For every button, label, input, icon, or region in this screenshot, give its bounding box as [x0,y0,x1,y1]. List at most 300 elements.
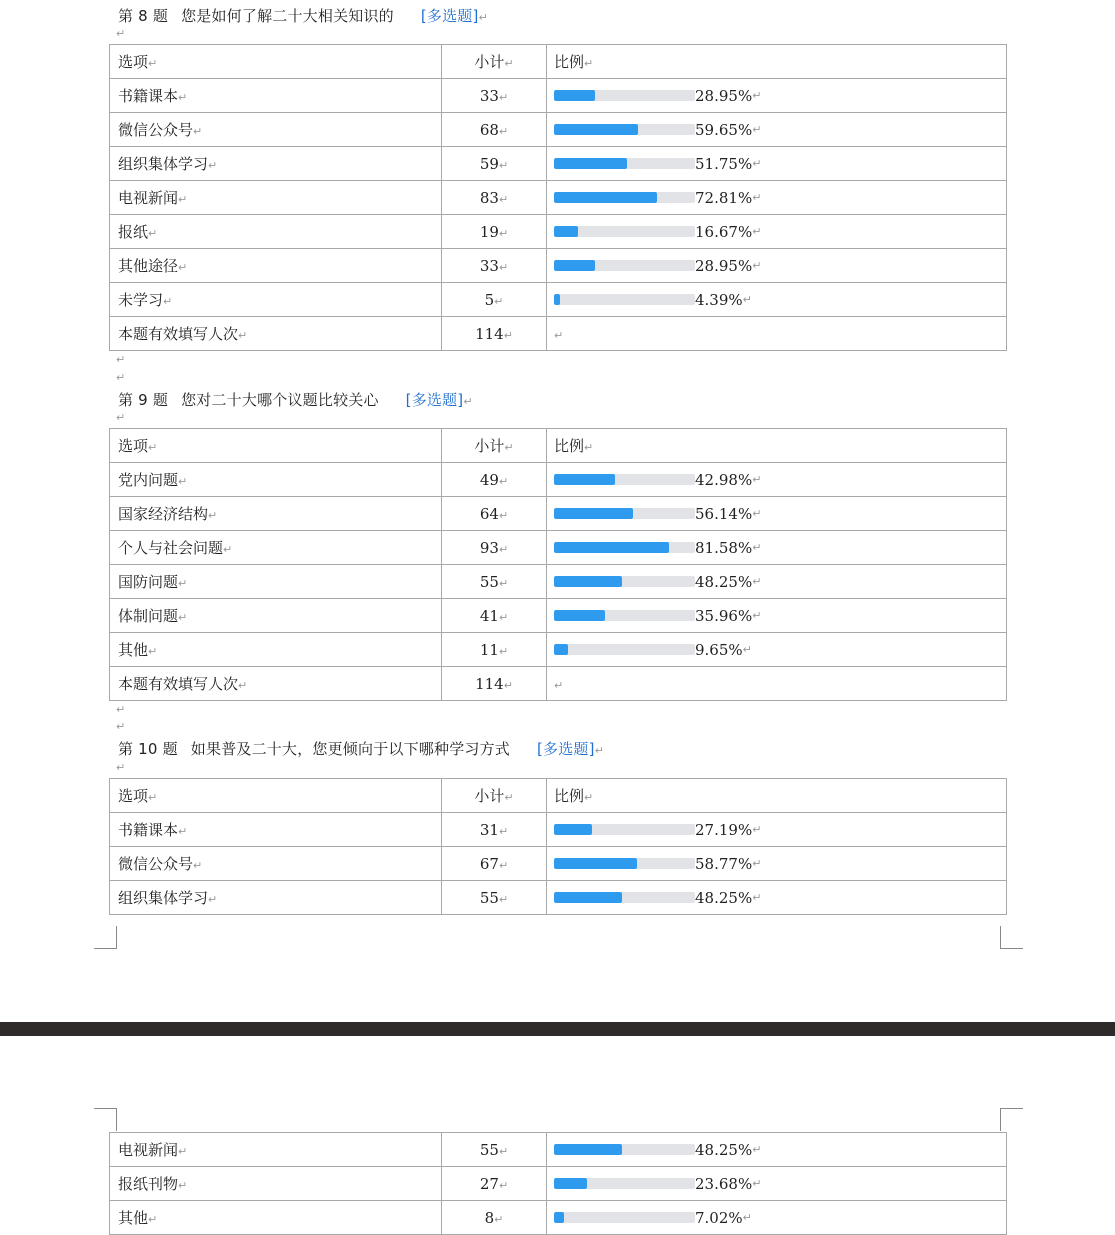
option-cell [110,847,442,881]
percent-value: 23.68% [695,1174,753,1193]
table-row [110,283,1007,317]
progress-bar-fill [554,294,560,305]
question-10-title [118,738,604,759]
option-cell [110,565,442,599]
ratio-cell [547,147,1007,181]
total-label-cell [110,317,442,351]
question-10-table-continued [109,1132,1007,1235]
percent-value: 28.95% [695,256,753,275]
option-label: 组织集体学习 [118,889,209,907]
progress-bar-fill [554,158,627,169]
progress-bar [554,644,695,655]
paragraph-mark: ↵ [498,644,509,658]
question-type-tag: [多选题] [536,740,595,758]
count-value: 5 [484,290,495,309]
progress-bar [554,260,695,271]
paragraph-mark: ↵ [223,543,233,556]
percent-value: 16.67% [695,222,753,241]
paragraph-mark: ↵ [178,611,188,624]
paragraph-mark: ↵ [178,261,188,274]
count-value: 93 [479,538,499,557]
question-8-title [118,5,488,26]
option-cell [110,813,442,847]
paragraph-mark: ↵ [752,89,762,102]
paragraph-mark: ↵ [494,294,504,308]
ratio-wrap [554,505,1006,523]
option-label: 微信公众号 [118,855,194,873]
table-row [110,79,1007,113]
question-number: 第 9 题 [118,391,169,409]
total-count: 114 [475,324,504,343]
ratio-wrap [554,291,1006,309]
question-type-tag: [多选题] [420,7,479,25]
ratio-wrap [554,1141,1006,1159]
count-cell [442,79,547,113]
table-row [110,565,1007,599]
total-count: 114 [475,674,504,693]
paragraph-mark: ↵ [498,226,509,240]
paragraph-mark: ↵ [584,791,594,804]
header-ratio [547,45,1007,79]
ratio-wrap [554,641,1006,659]
count-cell [442,1133,547,1167]
paragraph-mark: ↵ [116,720,126,733]
paragraph-mark: ↵ [498,824,509,838]
paragraph-mark: ↵ [752,225,762,238]
ratio-cell [547,565,1007,599]
percent-value: 59.65% [695,120,753,139]
total-count-cell [442,317,547,351]
count-value: 49 [479,470,499,489]
ratio-cell [547,283,1007,317]
header-option [110,779,442,813]
paragraph-mark: ↵ [498,1144,509,1158]
option-label: 党内问题 [118,471,179,489]
count-value: 11 [479,640,499,659]
count-value: 55 [479,888,499,907]
table-row [110,113,1007,147]
paragraph-mark: ↵ [554,328,564,342]
percent-value: 27.19% [695,820,753,839]
option-cell [110,181,442,215]
option-cell [110,249,442,283]
question-number: 第 10 题 [118,740,178,758]
paragraph-mark: ↵ [584,441,594,454]
progress-bar-fill [554,226,578,237]
table-row [110,599,1007,633]
count-cell [442,847,547,881]
paragraph-mark: ↵ [742,643,752,656]
paragraph-mark: ↵ [178,1179,188,1192]
percent-value: 56.14% [695,504,753,523]
percent-value: 35.96% [695,606,753,625]
table-header-row [110,779,1007,813]
paragraph-mark: ↵ [478,11,488,24]
count-value: 27 [479,1174,499,1193]
header-ratio-label: 比例 [554,787,585,805]
ratio-wrap [554,1209,1006,1227]
header-count-label: 小计 [474,53,505,71]
question-10-table [109,778,1007,915]
count-cell [442,249,547,283]
total-count-cell [442,667,547,701]
percent-value: 81.58% [695,538,753,557]
ratio-wrap [554,189,1006,207]
paragraph-mark: ↵ [752,507,762,520]
count-value: 33 [479,256,499,275]
progress-bar [554,824,695,835]
paragraph-mark: ↵ [503,328,513,342]
percent-value: 58.77% [695,854,753,873]
option-cell [110,531,442,565]
paragraph-mark: ↵ [498,90,509,104]
question-9-title [118,389,473,410]
paragraph-mark: ↵ [752,857,762,870]
table-row [110,813,1007,847]
count-cell [442,881,547,915]
paragraph-mark: ↵ [116,411,126,424]
paragraph-mark: ↵ [116,371,126,384]
progress-bar [554,576,695,587]
ratio-wrap [554,87,1006,105]
question-8-table [109,44,1007,351]
option-label: 报纸 [118,223,149,241]
header-count-label: 小计 [474,787,505,805]
paragraph-mark: ↵ [116,353,126,366]
paragraph-mark: ↵ [498,260,509,274]
ratio-wrap [554,471,1006,489]
paragraph-mark: ↵ [178,1145,188,1158]
table-row [110,633,1007,667]
option-label: 体制问题 [118,607,179,625]
paragraph-mark: ↵ [498,1178,509,1192]
percent-value: 72.81% [695,188,753,207]
header-count-label: 小计 [474,437,505,455]
ratio-wrap [554,1175,1006,1193]
header-ratio-label: 比例 [554,437,585,455]
ratio-cell [547,813,1007,847]
progress-bar [554,226,695,237]
paragraph-mark: ↵ [148,441,158,454]
paragraph-mark: ↵ [163,295,173,308]
header-option [110,429,442,463]
option-cell [110,1133,442,1167]
table-row [110,249,1007,283]
paragraph-mark: ↵ [116,761,126,774]
option-cell [110,463,442,497]
document-page-2 [0,1036,1115,1232]
table-total-row [110,667,1007,701]
count-cell [442,215,547,249]
table-total-row [110,317,1007,351]
ratio-cell [547,599,1007,633]
question-text: 您是如何了解二十大相关知识的 [181,7,394,25]
paragraph-mark: ↵ [504,441,514,454]
progress-bar [554,158,695,169]
count-value: 67 [479,854,499,873]
progress-bar-fill [554,90,595,101]
count-cell [442,1167,547,1201]
ratio-cell [547,633,1007,667]
count-value: 68 [479,120,499,139]
ratio-wrap [554,257,1006,275]
header-count [442,779,547,813]
ratio-wrap [554,539,1006,557]
count-value: 83 [479,188,499,207]
margin-corner-mark [94,926,117,949]
ratio-wrap [554,855,1006,873]
ratio-cell [547,531,1007,565]
paragraph-mark: ↵ [752,191,762,204]
ratio-wrap [554,821,1006,839]
progress-bar-fill [554,644,568,655]
margin-corner-mark [1000,926,1023,949]
ratio-wrap [554,607,1006,625]
total-empty-cell [547,317,1007,351]
paragraph-mark: ↵ [498,542,509,556]
count-value: 55 [479,1140,499,1159]
progress-bar [554,474,695,485]
paragraph-mark: ↵ [148,57,158,70]
count-cell [442,497,547,531]
total-label: 本题有效填写人次 [118,325,239,343]
paragraph-mark: ↵ [148,1213,158,1226]
progress-bar-fill [554,192,657,203]
table-row [110,1133,1007,1167]
progress-bar-fill [554,1144,622,1155]
count-cell [442,813,547,847]
ratio-wrap [554,155,1006,173]
progress-bar-fill [554,824,592,835]
count-cell [442,147,547,181]
option-cell [110,215,442,249]
progress-bar [554,508,695,519]
percent-value: 28.95% [695,86,753,105]
table-row [110,531,1007,565]
paragraph-mark: ↵ [498,124,509,138]
ratio-cell [547,1133,1007,1167]
paragraph-mark: ↵ [742,1211,752,1224]
header-option-label: 选项 [118,787,149,805]
percent-value: 7.02% [695,1208,743,1227]
progress-bar [554,892,695,903]
paragraph-mark: ↵ [752,123,762,136]
table-header-row [110,45,1007,79]
table-header-row [110,429,1007,463]
progress-bar-fill [554,610,605,621]
option-label: 个人与社会问题 [118,539,224,557]
progress-bar-fill [554,124,638,135]
paragraph-mark: ↵ [752,823,762,836]
header-count [442,429,547,463]
ratio-cell [547,249,1007,283]
progress-bar-fill [554,1178,587,1189]
progress-bar [554,1178,695,1189]
ratio-cell [547,181,1007,215]
option-cell [110,147,442,181]
option-label: 书籍课本 [118,87,179,105]
ratio-cell [547,1201,1007,1235]
paragraph-mark: ↵ [498,474,509,488]
ratio-cell [547,79,1007,113]
paragraph-mark: ↵ [503,678,513,692]
table-row [110,147,1007,181]
paragraph-mark: ↵ [208,159,218,172]
progress-bar-fill [554,260,595,271]
paragraph-mark: ↵ [116,703,126,716]
margin-corner-mark [94,1108,117,1131]
option-label: 报纸刊物 [118,1175,179,1193]
progress-bar-fill [554,508,633,519]
progress-bar-fill [554,1212,564,1223]
option-label: 微信公众号 [118,121,194,139]
table-row [110,1167,1007,1201]
ratio-cell [547,113,1007,147]
option-label: 电视新闻 [118,189,179,207]
paragraph-mark: ↵ [752,541,762,554]
option-cell [110,113,442,147]
progress-bar-fill [554,858,637,869]
ratio-cell [547,847,1007,881]
count-value: 55 [479,572,499,591]
paragraph-mark: ↵ [752,1143,762,1156]
paragraph-mark: ↵ [208,893,218,906]
count-cell [442,599,547,633]
progress-bar-fill [554,892,622,903]
ratio-wrap [554,889,1006,907]
progress-bar-fill [554,474,615,485]
table-row [110,497,1007,531]
paragraph-mark: ↵ [752,575,762,588]
progress-bar-fill [554,542,669,553]
total-label: 本题有效填写人次 [118,675,239,693]
progress-bar [554,1144,695,1155]
paragraph-mark: ↵ [752,891,762,904]
option-label: 组织集体学习 [118,155,209,173]
progress-bar [554,610,695,621]
question-text: 如果普及二十大，您更倾向于以下哪种学习方式 [190,740,510,758]
progress-bar-fill [554,576,622,587]
header-ratio [547,429,1007,463]
ratio-cell [547,463,1007,497]
paragraph-mark: ↵ [463,395,473,408]
count-value: 33 [479,86,499,105]
percent-value: 9.65% [695,640,743,659]
option-cell [110,599,442,633]
option-label: 其他 [118,1209,149,1227]
paragraph-mark: ↵ [504,57,514,70]
option-label: 国家经济结构 [118,505,209,523]
count-cell [442,1201,547,1235]
paragraph-mark: ↵ [504,791,514,804]
ratio-cell [547,881,1007,915]
paragraph-mark: ↵ [498,858,509,872]
total-empty-cell [547,667,1007,701]
progress-bar [554,1212,695,1223]
table-row [110,881,1007,915]
header-option-label: 选项 [118,53,149,71]
header-ratio [547,779,1007,813]
paragraph-mark: ↵ [193,859,203,872]
option-cell [110,79,442,113]
paragraph-mark: ↵ [178,475,188,488]
paragraph-mark: ↵ [498,508,509,522]
question-9-table [109,428,1007,701]
percent-value: 48.25% [695,1140,753,1159]
paragraph-mark: ↵ [498,576,509,590]
count-cell [442,113,547,147]
paragraph-mark: ↵ [752,1177,762,1190]
paragraph-mark: ↵ [498,892,509,906]
paragraph-mark: ↵ [752,473,762,486]
ratio-wrap [554,121,1006,139]
percent-value: 51.75% [695,154,753,173]
count-cell [442,531,547,565]
count-value: 31 [479,820,499,839]
option-label: 其他 [118,641,149,659]
paragraph-mark: ↵ [193,125,203,138]
paragraph-mark: ↵ [238,329,248,342]
paragraph-mark: ↵ [752,609,762,622]
table-row [110,1201,1007,1235]
table-row [110,215,1007,249]
paragraph-mark: ↵ [752,259,762,272]
paragraph-mark: ↵ [752,157,762,170]
table-row [110,463,1007,497]
option-cell [110,497,442,531]
count-value: 64 [479,504,499,523]
count-value: 19 [479,222,499,241]
percent-value: 48.25% [695,888,753,907]
option-cell [110,283,442,317]
page-separator [0,1022,1115,1036]
paragraph-mark: ↵ [498,192,509,206]
question-type-tag: [多选题] [405,391,464,409]
option-label: 国防问题 [118,573,179,591]
option-label: 其他途径 [118,257,179,275]
percent-value: 48.25% [695,572,753,591]
question-text: 您对二十大哪个议题比较关心 [181,391,379,409]
percent-value: 4.39% [695,290,743,309]
paragraph-mark: ↵ [238,679,248,692]
option-label: 未学习 [118,291,164,309]
paragraph-mark: ↵ [116,27,126,40]
paragraph-mark: ↵ [208,509,218,522]
progress-bar [554,192,695,203]
question-number: 第 8 题 [118,7,169,25]
progress-bar [554,294,695,305]
option-label: 电视新闻 [118,1141,179,1159]
table-row [110,181,1007,215]
option-cell [110,633,442,667]
paragraph-mark: ↵ [148,645,158,658]
ratio-cell [547,497,1007,531]
count-cell [442,565,547,599]
progress-bar [554,90,695,101]
progress-bar [554,124,695,135]
count-cell [442,181,547,215]
option-label: 书籍课本 [118,821,179,839]
margin-corner-mark [1000,1108,1023,1131]
ratio-wrap [554,573,1006,591]
paragraph-mark: ↵ [498,158,509,172]
count-cell [442,463,547,497]
count-value: 41 [479,606,499,625]
paragraph-mark: ↵ [742,293,752,306]
paragraph-mark: ↵ [148,227,158,240]
ratio-cell [547,1167,1007,1201]
progress-bar [554,858,695,869]
